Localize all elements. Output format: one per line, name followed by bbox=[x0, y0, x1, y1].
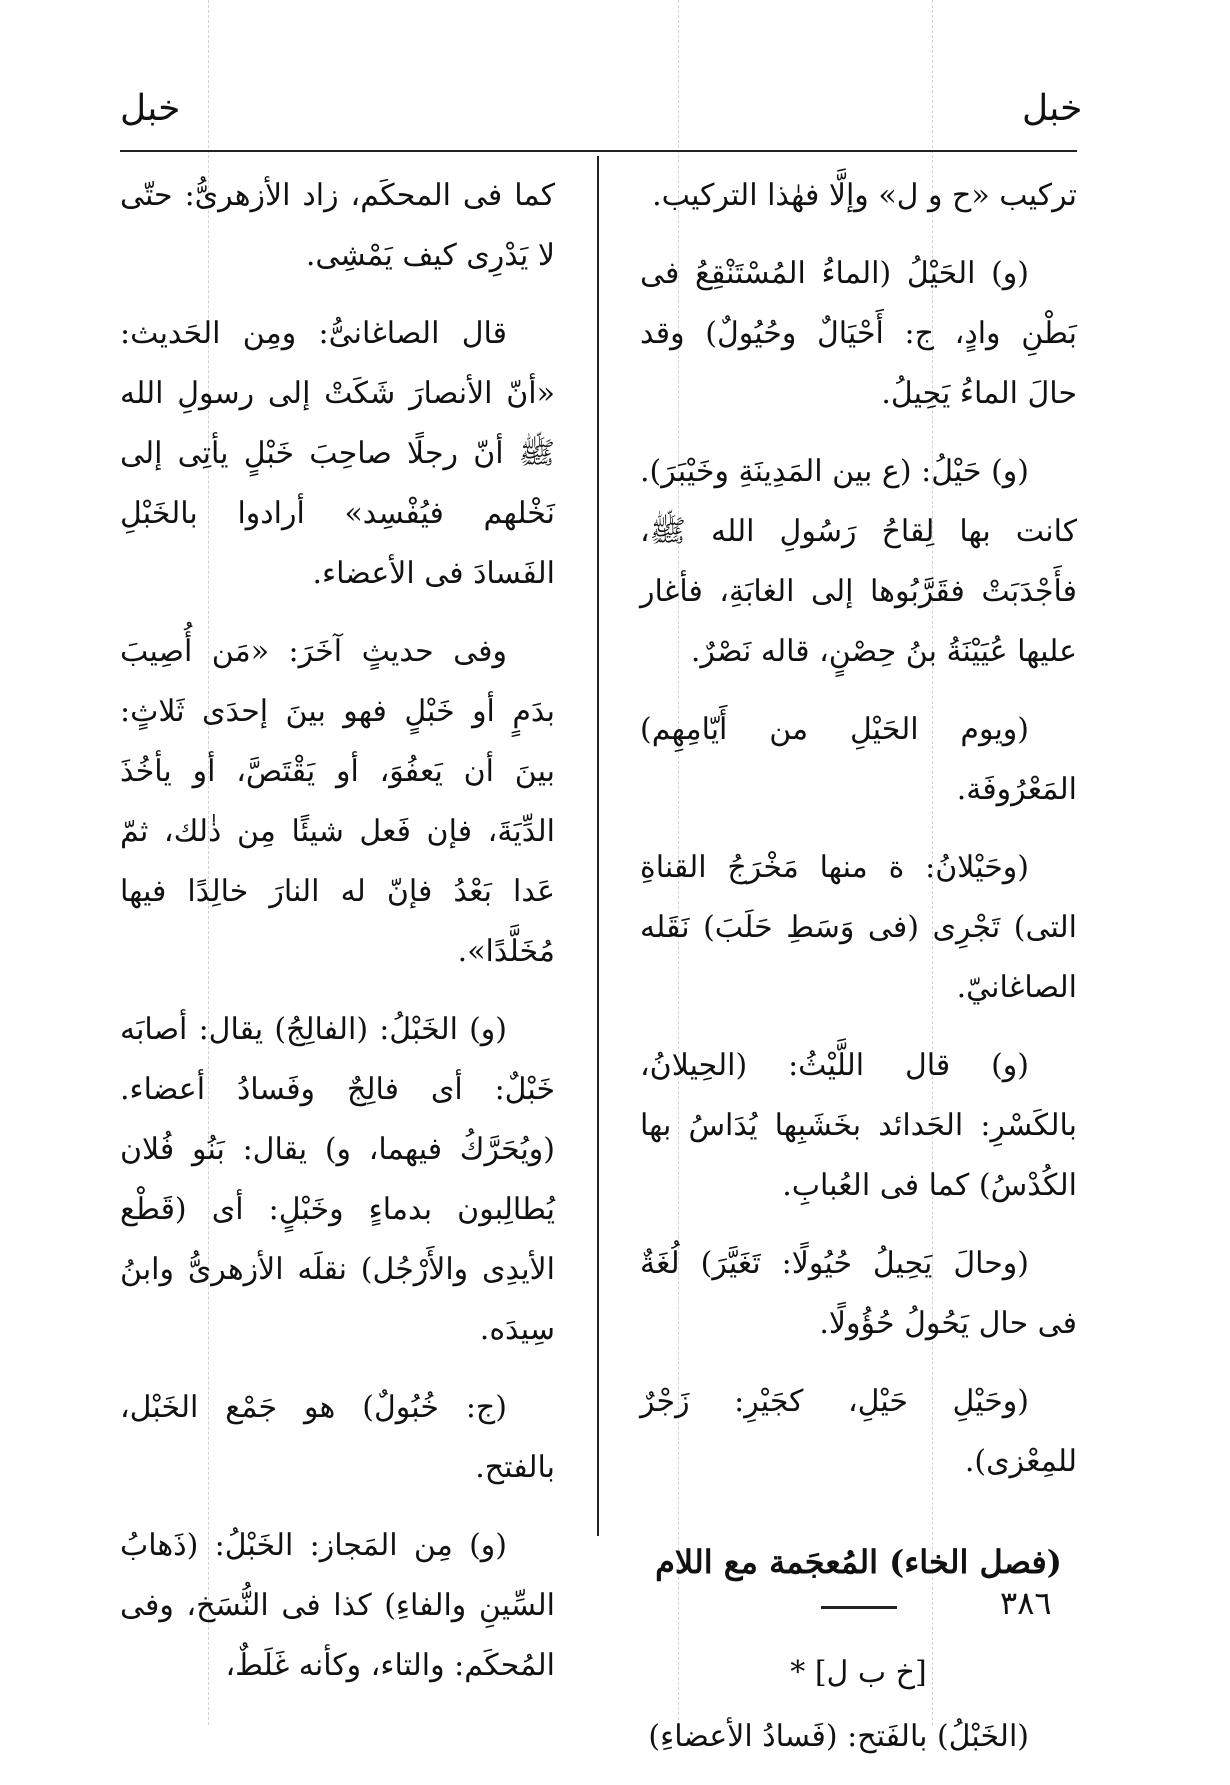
page-number: ٣٨٦ bbox=[1000, 1584, 1052, 1622]
section-rule bbox=[821, 1606, 897, 1609]
paragraph: (الخَبْلُ) بالفَتح: (فَسادُ الأعضاءِ) bbox=[648, 1719, 1029, 1754]
header-rule bbox=[120, 150, 1077, 152]
header-word-left: خبل bbox=[120, 88, 181, 129]
paragraph: (وحَيْلانُ: ة منها مَخْرَجُ القناةِ التى) تَجْرِى (فى وَسَطِ حَلَبَ) نَقَله الصاغانيّ. bbox=[640, 850, 1077, 1005]
paragraph: (و) الحَيْلُ (الماءُ المُسْتَنْقِعُ فى بَطْنِ وادٍ، ج: أَحْيَالٌ وحُيُولٌ) وقد حالَ الماءُ يَحِيلُ. bbox=[640, 256, 1077, 411]
paragraph: (وحَيْلِ حَيْلِ، كجَيْرِ: زَجْرٌ للمِعْزى). bbox=[640, 1384, 1077, 1479]
paragraph: كما فى المحكَم، زاد الأزهرىُّ: حتّى لا يَدْرِى كيف يَمْشِى. bbox=[120, 178, 555, 273]
paragraph: (وحالَ يَحِيلُ حُيُولًا: تَغَيَّرَ) لُغَةٌ فى حال يَحُولُ حُؤُولًا. bbox=[640, 1246, 1077, 1341]
paragraph: (ج: خُبُولٌ) هو جَمْع الخَبْل، بالفتح. bbox=[120, 1390, 555, 1485]
paragraph: (ويوم الحَيْلِ من أَيّامِهِم) المَعْرُوفَة. bbox=[640, 712, 1077, 807]
root-entry-mark: [خ ب ل] * bbox=[790, 1655, 927, 1690]
section-title: (فصل الخاء) المُعجَمة مع اللام bbox=[655, 1543, 1062, 1581]
column-divider bbox=[597, 156, 599, 1536]
paragraph: (و) مِن المَجاز: الخَبْلُ: (ذَهابُ السِّينِ والفاءِ) كذا فى النُّسَخ، وفى المُحكَم: والتاء، وكأنه غَلَطٌ، bbox=[120, 1528, 555, 1683]
header-word-right: خبل bbox=[1022, 88, 1083, 129]
left-column bbox=[120, 166, 555, 1714]
paragraph: قال الصاغانىُّ: ومِن الحَديث: «أنّ الأنصارَ شَكَتْ إلى رسولِ الله ﷺ أنّ رجلًا صاحِبَ خَبْلٍ يأتِى إلى نَخْلهم فيُفْسِد» أرادوا بالخَبْلِ الفَسادَ فى الأعضاء. bbox=[120, 316, 555, 591]
paragraph: (و) قال اللَّيْثُ: (الحِيلانُ، بالكَسْرِ: الحَدائد بخَشَبِها يُدَاسُ بها الكُدْسُ) كما فى العُبابِ. bbox=[640, 1048, 1077, 1203]
paragraph: (و) الخَبْلُ: (الفالِجُ) يقال: أصابَه خَبْلٌ: أى فالِجٌ وفَسادُ أعضاء. (ويُحَرَّكُ فيهما، و) يقال: بَنُو فُلان يُطالِبون بدماءٍ وخَبْلٍ: أى (قَطْع الأيدِى والأَرْجُل) نقلَه الأزهرىُّ وابنُ سِيدَه. bbox=[120, 1012, 555, 1347]
paragraph: وفى حديثٍ آخَرَ: «مَن أُصِيبَ بدَمٍ أو خَبْلٍ فهو بينَ إحدَى ثَلاثٍ: بينَ أن يَعفُوَ، أو يَقْتَصَّ، أو يأخُذَ الدِّيَةَ، فإن فَعل شيئًا مِن ذٰلك، ثمّ عَدا بَعْدُ فإنّ له النارَ خالِدًا فيها مُخَلَّدًا». bbox=[120, 634, 555, 969]
paragraph: (و) حَيْلُ: (ع بين المَدِينَةِ وخَيْبَرَ). كانت بها لِقاحُ رَسُولِ الله ﷺ، فأَجْدَبَتْ فقَرَّبُوها إلى الغابَةِ، فأغار عليها عُيَيْنَةُ بنُ حِصْنٍ، قاله نَصْرٌ. bbox=[640, 454, 1077, 669]
right-column bbox=[640, 166, 1077, 1785]
paragraph: تركيب «ح و ل» وإلَّا فهٰذا التركيب. bbox=[652, 178, 1077, 213]
